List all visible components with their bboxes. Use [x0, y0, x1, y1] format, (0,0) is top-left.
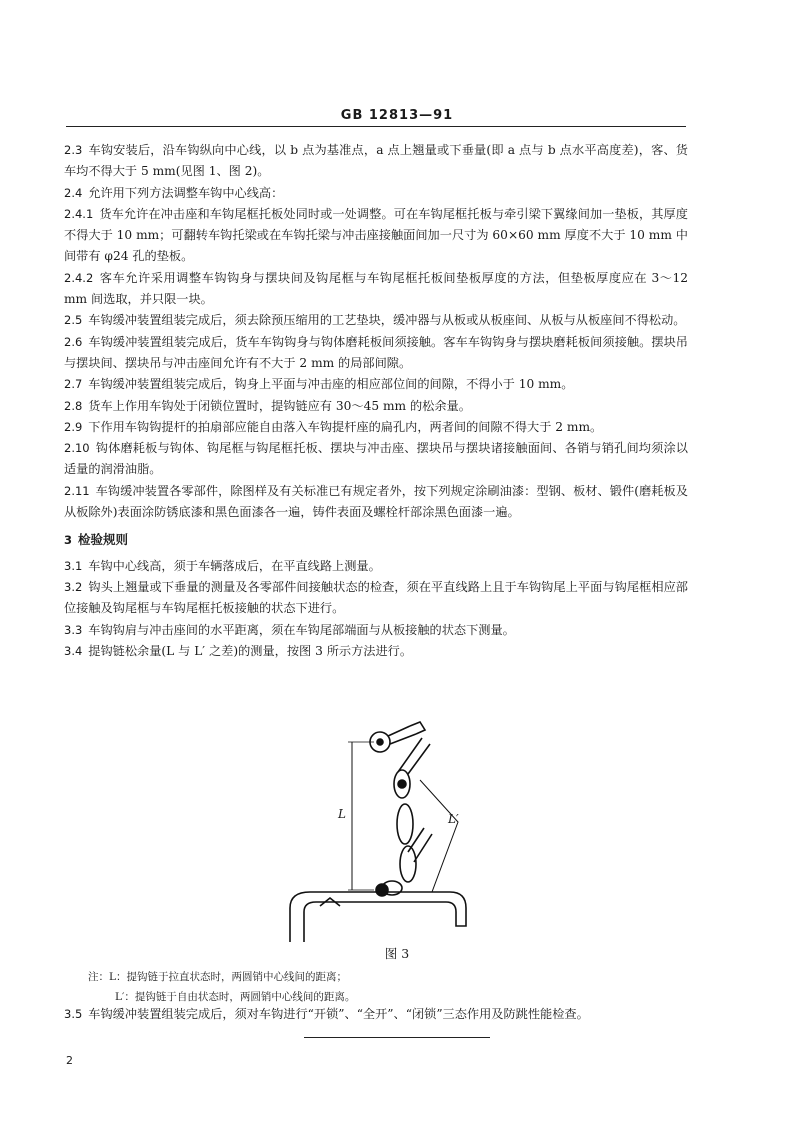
note-L-prime: L′：提钩链于自由状态时，两圆销中心线间的距离。 — [115, 991, 356, 1003]
paragraph-2-9: 2.9 下作用车钩钩提杆的拍扇部应能自由落入车钩提杆座的扁孔内，两者间的间隙不得大于 2 mm。 — [64, 419, 603, 434]
link-pin-1 — [398, 780, 406, 788]
paragraph-3-5: 3.5 车钩缓冲装置组装完成后，须对车钩进行“开锁”、“全开”、“闭锁”三态作用及防跳性能检查。 — [64, 1007, 589, 1021]
paragraph-2-10: 2.10 钩体磨耗板与钩体、钩尾框与钩尾框托板、摆块与冲击座、摆块吊与摆块诸接触面间、各销与销孔间均须涂以适量的润滑油脂。 — [64, 441, 688, 477]
paragraph-2-3: 2.3 车钩安装后，沿车钩纵向中心线，以 b 点为基准点，a 点上翘量或下垂量(即 a 点与 b 点水平高度差)，客、货车均不得大于 5 mm(见图 1、图 2)。 — [64, 143, 688, 179]
paragraph-3-3: 3.3 车钩钩肩与冲击座间的水平距离，须在车钩尾部端面与从板接触的状态下测量。 — [64, 622, 515, 637]
section-3-heading: 3 检验规则 — [64, 532, 129, 548]
chain-link-2 — [397, 804, 413, 844]
upper-lever — [388, 726, 416, 744]
page-number: 2 — [66, 1054, 73, 1067]
dimension-Lp-line — [420, 780, 458, 892]
figure-caption: 图 3 — [384, 946, 410, 961]
body-text — [64, 140, 688, 662]
lower-pin — [376, 884, 388, 896]
paragraph-2-7: 2.7 车钩缓冲装置组装完成后，钩身上平面与冲击座的相应部位间的间隙，不得小于 10 mm。 — [64, 377, 574, 392]
coupler-chain-diagram — [270, 712, 470, 942]
paragraph-2-4-1: 2.4.1 货车允许在冲击座和车钩尾框托板处同时或一处调整。可在车钩尾框托板与牵引梁下翼缘间加一垫板，其厚度不得大于 10 mm；可翻转车钩托梁或在车钩托梁与冲击座接触面间加一尺寸为 60×60 mm 厚度不大于 10 mm 中间带有 φ24 孔的垫板。 — [64, 206, 688, 264]
figure-3-drawing — [270, 712, 470, 942]
paragraph-2-4-2: 2.4.2 客车允许采用调整车钩钩身与摆块间及钩尾框与车钩尾框托板间垫板厚度的方法，但垫板厚度应在 3～12 mm 间选取，并只限一块。 — [64, 270, 688, 307]
base-bracket — [290, 892, 466, 942]
paragraph-2-5: 2.5 车钩缓冲装置组装完成后，须去除预压缩用的工艺垫块，缓冲器与从板或从板座间、从板与从板座间不得松动。 — [64, 313, 686, 328]
paragraph-3-4: 3.4 提钩链松余量(L 与 L′ 之差)的测量，按图 3 所示方法进行。 — [64, 643, 413, 658]
upper-rod — [398, 738, 430, 774]
end-rule — [304, 1037, 490, 1038]
label-L: L — [338, 807, 346, 821]
upper-lever-end — [410, 722, 425, 734]
paragraph-2-6: 2.6 车钩缓冲装置组装完成后，货车车钩钩身与钩体磨耗板间须接触。客车车钩钩身与摆块磨耗板间须接触。摆块吊与摆块间、摆块吊与冲击座间允许有不大于 2 mm 的局部间隙。 — [64, 334, 688, 370]
paragraph-2-8: 2.8 货车上作用车钩处于闭锁位置时，提钩链应有 30～45 mm 的松余量。 — [64, 398, 471, 413]
header-rule — [66, 126, 686, 127]
upper-pin-center — [377, 739, 383, 745]
paragraph-3-1: 3.1 车钩中心线高，须于车辆落成后，在平直线路上测量。 — [64, 558, 381, 573]
paragraph-2-4: 2.4 允许用下列方法调整车钩中心线高： — [64, 185, 284, 200]
label-L-prime: L′ — [448, 812, 459, 826]
note-L: 注：L：提钩链于拉直状态时，两圆销中心线间的距离； — [88, 971, 347, 983]
standard-number-header: GB 12813—91 — [340, 108, 454, 123]
paragraph-2-11: 2.11 车钩缓冲装置各零部件，除图样及有关标准已有规定者外，按下列规定涂刷油漆：型钢、板材、锻件(磨耗板及从板除外)表面涂防锈底漆和黑色面漆各一遍，铸件表面及螺栓杆部涂黑色面漆一遍。 — [64, 483, 688, 520]
paragraph-3-2: 3.2 钩头上翘量或下垂量的测量及各零部件间接触状态的检查，须在平直线路上且于车钩钩尾上平面与钩尾框相应部位接触及钩尾框与车钩尾框托板接触的状态下进行。 — [64, 579, 688, 616]
